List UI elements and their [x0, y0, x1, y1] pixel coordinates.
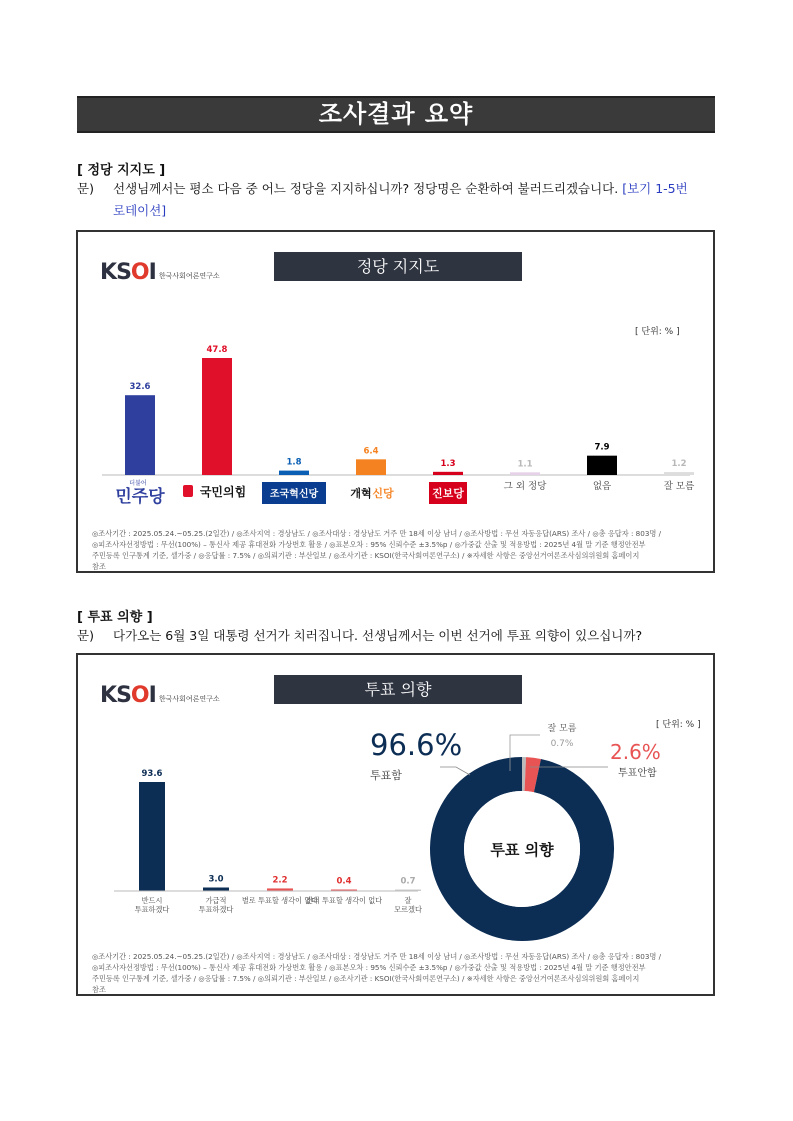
category-label: 잘 모름	[663, 481, 695, 492]
slice-value: 2.6%	[610, 740, 661, 764]
question-party-support	[77, 178, 697, 222]
donut-slice	[525, 774, 537, 776]
bar	[279, 471, 309, 475]
question-text: 다가오는 6월 3일 대통령 선거가 치러집니다. 선생님께서는 이번 선거에 투표 의향이 있으십니까?	[113, 628, 643, 643]
question-label: 문)	[77, 628, 94, 643]
data-label: 32.6	[129, 382, 151, 393]
bar	[125, 395, 155, 475]
survey-footnote	[92, 951, 704, 995]
bar	[139, 782, 165, 891]
party-label: 조국혁신당	[269, 489, 319, 500]
summary-banner: 조사결과 요약	[77, 96, 715, 133]
category-label: 전혀 투표할 생각이 없다	[305, 896, 383, 905]
footnote-line: 참조	[92, 985, 106, 994]
logo-text: KSOI	[100, 260, 156, 285]
bar	[202, 358, 232, 475]
logo-subtitle: 한국사회여론연구소	[158, 695, 220, 703]
category-label: 모르겠다	[394, 905, 422, 914]
section-title-party-support: [ 정당 지지도 ]	[77, 163, 166, 178]
data-label: 1.3	[440, 458, 456, 469]
question-label: 문)	[77, 181, 94, 196]
bar	[587, 456, 617, 475]
bar	[510, 472, 540, 475]
data-label: 0.7	[400, 876, 416, 887]
survey-footnote	[92, 528, 704, 572]
category-label: 반드시	[141, 896, 163, 905]
data-label: 93.6	[141, 769, 163, 779]
bar	[356, 459, 386, 475]
party-support-chart	[78, 232, 713, 522]
question-note-cont: 로테이션]	[113, 203, 167, 218]
footnote-line: 참조	[92, 562, 106, 571]
bar	[433, 472, 463, 475]
data-label: 3.0	[208, 874, 224, 885]
bar	[203, 888, 229, 891]
logo-subtitle: 한국사회여론연구소	[158, 272, 220, 280]
footnote-line: 주민등록 인구통계 기준, 셀가중 / ◎응답률 : 7.5% / ◎의뢰기관 : 부산일보 / ◎조사기관 : KSOI(한국사회여론연구소) / ※자세한 사항은 중앙선거여론조사심의위원회 홈페이지	[92, 551, 640, 560]
category-label: 가급적	[205, 896, 227, 905]
data-label: 1.8	[286, 457, 302, 468]
footnote-line: ◎조사기간 : 2025.05.24.~05.25.(2일간) / ◎조사지역 : 경상남도 / ◎조사대상 : 경상남도 거주 만 18세 이상 남녀 / ◎조사방법 : 무선 자동응답(ARS) 조사 / ◎총 응답자 : 803명 /	[92, 952, 662, 961]
category-label: 없음	[592, 481, 612, 492]
section-title-vote-intent: [ 투표 의향 ]	[77, 610, 153, 625]
footnote-line: ◎조사기간 : 2025.05.24.~05.25.(2일간) / ◎조사지역 : 경상남도 / ◎조사대상 : 경상남도 거주 만 18세 이상 남녀 / ◎조사방법 : 무선 자동응답(ARS) 조사 / ◎총 응답자 : 803명 /	[92, 529, 662, 538]
data-label: 1.2	[671, 459, 687, 470]
unit-label: [ 단위: % ]	[635, 327, 680, 337]
data-label: 1.1	[517, 459, 533, 470]
chart-title: 투표 의향	[274, 675, 522, 704]
category-label: 별로 투표할 생각이 없다	[241, 896, 319, 905]
data-label: 47.8	[206, 345, 228, 355]
category-label: 잘	[404, 896, 412, 905]
slice-value: 96.6%	[370, 728, 463, 762]
party-label: 국민의힘	[199, 485, 247, 499]
party-label: 민주당	[115, 487, 165, 507]
party-label-prefix: 더불어	[129, 480, 147, 487]
data-label: 0.4	[336, 876, 352, 887]
footnote-line: ◎피조사자선정방법 : 무선(100%) – 통신사 제공 휴대전화 가상번호 활용 / ◎표본오차 : 95% 신뢰수준 ±3.5%p / ◎가중값 산출 및 적용방법 : 2025년 4월 말 기준 행정안전부	[92, 540, 646, 549]
slice-name: 투표안함	[618, 768, 657, 779]
donut-center-label: 투표 의향	[490, 841, 554, 859]
party-support-panel	[76, 230, 715, 573]
vote-intent-chart	[78, 655, 713, 945]
party-label: 진보당	[432, 487, 464, 500]
vote-intent-panel	[76, 653, 715, 996]
question-vote-intent	[77, 625, 697, 647]
party-logo-mark	[183, 485, 193, 497]
logo-text: KSOI	[100, 683, 156, 708]
party-label: 개혁	[350, 487, 372, 500]
chart-title: 정당 지지도	[274, 252, 522, 281]
party-label-suffix: 신당	[372, 487, 394, 500]
category-label: 투표하겠다	[134, 905, 170, 914]
slice-name: 투표함	[370, 769, 402, 782]
leader-line	[440, 767, 470, 775]
category-label: 그 외 정당	[503, 481, 547, 492]
category-label: 투표하겠다	[198, 905, 234, 914]
footnote-line: ◎피조사자선정방법 : 무선(100%) – 통신사 제공 휴대전화 가상번호 활용 / ◎표본오차 : 95% 신뢰수준 ±3.5%p / ◎가중값 산출 및 적용방법 : 2025년 4월 말 기준 행정안전부	[92, 963, 646, 972]
data-label: 6.4	[363, 446, 379, 457]
question-text: 선생님께서는 평소 다음 중 어느 정당을 지지하십니까? 정당명은 순환하여 불러드리겠습니다.	[113, 181, 619, 196]
unit-label: [ 단위: % ]	[656, 720, 701, 730]
bar	[664, 472, 694, 475]
slice-name: 잘 모름	[547, 724, 577, 734]
data-label: 2.2	[272, 875, 288, 886]
question-note: [보기 1-5번	[622, 181, 688, 196]
slice-value: 0.7%	[550, 739, 574, 749]
data-label: 7.9	[594, 442, 610, 453]
footnote-line: 주민등록 인구통계 기준, 셀가중 / ◎응답률 : 7.5% / ◎의뢰기관 : 부산일보 / ◎조사기관 : KSOI(한국사회여론연구소) / ※자세한 사항은 중앙선거여론조사심의위원회 홈페이지	[92, 974, 640, 983]
